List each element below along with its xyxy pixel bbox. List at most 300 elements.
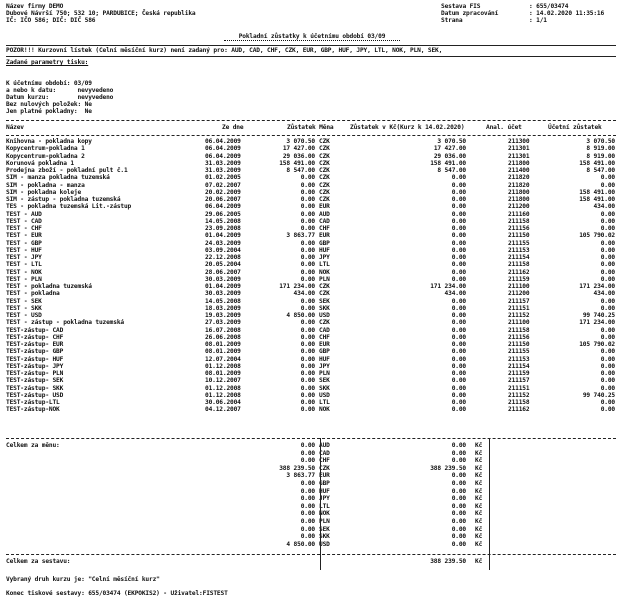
row-name: TEST - EUR (6, 232, 42, 240)
row-name: TEST-zástup-LTL (6, 399, 60, 406)
row-accounting-balance: 0.00 (600, 225, 615, 232)
row-account: 211800 (508, 188, 530, 196)
row-currency: LTL (319, 399, 330, 406)
row-currency: SEK (319, 297, 330, 305)
row-currency: CAD (319, 326, 330, 334)
row-accounting-balance: 0.00 (600, 384, 615, 392)
row-balance: 0.00 (300, 188, 315, 196)
row-balance-czk: 0.00 (451, 333, 466, 341)
company-address: Dubové Návrší 750; 532 10; PARDUBICE; Česká republika (6, 10, 196, 17)
row-balance: 0.00 (300, 391, 315, 399)
row-name: TEST-zástup-NOK (6, 406, 60, 414)
row-accounting-balance: 171 234.00 (579, 319, 615, 327)
row-account: 211154 (508, 362, 530, 370)
row-balance: 0.00 (300, 181, 315, 189)
row-accounting-balance: 99 740.25 (582, 391, 615, 399)
row-date: 06.04.2009 (205, 152, 241, 160)
row-accounting-balance: 0.00 (600, 304, 615, 312)
company-name: Název firmy DEMO (6, 3, 64, 10)
row-account: 211820 (508, 174, 530, 182)
row-currency: CHF (319, 333, 330, 341)
row-date: 28.06.2007 (205, 268, 241, 276)
row-currency: LTL (319, 261, 330, 269)
table-row (0, 225, 624, 232)
row-balance-czk: 8 547.00 (437, 167, 466, 174)
row-currency: USD (319, 312, 330, 319)
row-account: 211300 (508, 138, 530, 145)
total-czk-currency: Kč (475, 540, 483, 548)
row-accounting-balance: 0.00 (600, 377, 615, 385)
rate-warning: POZOR!!! Kurzovní lístek (Celní měsíční kurz) není zadaný pro: AUD, CAD, CHF, CZK, EUR, GBP, HUF, JPY, LTL, NOK, PLN, SEK, (6, 47, 443, 54)
divider-totals (6, 438, 616, 439)
row-date: 14.05.2008 (205, 297, 241, 305)
row-account: 211156 (508, 225, 530, 232)
row-balance-czk: 0.00 (451, 188, 466, 196)
table-row (0, 167, 624, 174)
row-accounting-balance: 8 919.00 (586, 145, 615, 153)
row-account: 211159 (508, 275, 530, 283)
total-balance: 0.00 (300, 525, 315, 533)
page-value: : 1/1 (529, 17, 547, 24)
row-balance-czk: 0.00 (451, 312, 466, 319)
row-balance: 0.00 (300, 406, 315, 414)
row-accounting-balance: 105 790.02 (579, 341, 615, 348)
row-date: 18.03.2009 (205, 304, 241, 312)
row-balance: 4 850.00 (286, 312, 315, 319)
row-name: TEST - pokladna (6, 290, 60, 298)
row-date: 12.07.2004 (205, 355, 241, 363)
col-account: Anal. účet (486, 124, 522, 131)
row-account: 211158 (508, 217, 530, 225)
table-row (0, 312, 624, 319)
row-name: TEST - PLN (6, 275, 42, 283)
row-name: Kopycentrum-pokladna 1 (6, 145, 85, 153)
total-balance: 3 863.77 (286, 472, 315, 480)
table-row (0, 196, 624, 203)
total-currency: CAD (319, 449, 330, 457)
row-date: 26.06.2008 (205, 333, 241, 341)
row-balance: 0.00 (300, 362, 315, 370)
total-row (0, 442, 624, 449)
col-name: Název (6, 124, 24, 131)
row-balance-czk: 0.00 (451, 246, 466, 254)
divider-top (6, 45, 616, 46)
row-account: 211157 (508, 297, 530, 305)
row-balance-czk: 0.00 (451, 326, 466, 334)
row-currency: CZK (319, 167, 330, 174)
total-currency: CHF (319, 457, 330, 465)
row-balance-czk: 158 491.00 (430, 159, 466, 167)
row-name: TEST-zástup- HUF (6, 355, 64, 363)
table-row (0, 174, 624, 181)
total-row (0, 472, 624, 479)
row-balance-czk: 0.00 (451, 203, 466, 211)
table-row (0, 356, 624, 363)
table-row (0, 319, 624, 326)
total-balance-czk: 0.00 (451, 510, 466, 518)
divider-columns-bottom (6, 135, 616, 136)
row-name: TEST-zástup- PLN (6, 370, 64, 377)
row-accounting-balance: 0.00 (600, 254, 615, 261)
row-date: 20.06.2007 (205, 196, 241, 203)
row-currency: CZK (319, 319, 330, 327)
total-balance-czk: 0.00 (451, 472, 466, 480)
row-date: 10.12.2007 (205, 377, 241, 385)
total-row (0, 526, 624, 533)
row-currency: CZK (319, 145, 330, 153)
total-currency: NOK (319, 510, 330, 518)
row-balance-czk: 0.00 (451, 275, 466, 283)
row-currency: EUR (319, 232, 330, 240)
total-row (0, 488, 624, 495)
param-line: Bez nulových položek: Ne (6, 101, 92, 108)
row-account: 211153 (508, 355, 530, 363)
row-balance: 0.00 (300, 355, 315, 363)
total-balance: 0.00 (300, 442, 315, 449)
row-balance-czk: 0.00 (451, 391, 466, 399)
report-title: Pokladní zůstatky k účetnímu období 03/09 (238, 33, 386, 40)
row-date: 30.03.2009 (205, 290, 241, 298)
col-balance: Zůstatek Měna (287, 124, 334, 131)
total-balance-czk: 0.00 (451, 533, 466, 541)
total-currency: GBP (319, 480, 330, 487)
row-balance: 0.00 (300, 174, 315, 182)
row-balance: 0.00 (300, 261, 315, 269)
table-row (0, 298, 624, 305)
row-currency: JPY (319, 254, 330, 261)
row-name: TEST-zástup- SKK (6, 384, 64, 392)
row-account: 211152 (508, 391, 530, 399)
total-balance: 388 239.50 (279, 464, 315, 472)
row-balance-czk: 0.00 (451, 297, 466, 305)
row-currency: HUF (319, 246, 330, 254)
total-czk-currency: Kč (475, 525, 483, 533)
row-account: 211151 (508, 384, 530, 392)
row-name: TEST - pokladna tuzemská (6, 283, 92, 290)
total-czk-currency: Kč (475, 457, 483, 465)
total-czk-currency: Kč (475, 510, 483, 518)
row-balance: 0.00 (300, 333, 315, 341)
total-row (0, 450, 624, 457)
total-balance: 0.00 (300, 480, 315, 487)
row-accounting-balance: 3 070.50 (586, 138, 615, 145)
total-currency: PLN (319, 518, 330, 525)
table-row (0, 182, 624, 189)
row-account: 211162 (508, 268, 530, 276)
report-code: : 655/03474 (529, 3, 569, 10)
date-value: : 14.02.2020 11:35:16 (529, 10, 605, 17)
total-balance-czk: 0.00 (451, 487, 466, 495)
row-name: SIM - pokladna - manza (6, 181, 85, 189)
row-currency: CZK (319, 138, 330, 145)
total-czk-currency: Kč (475, 442, 483, 449)
row-date: 01.12.2008 (205, 384, 241, 392)
row-balance: 0.00 (300, 348, 315, 356)
row-name: TEST - zástup - pokladna tuzemská (6, 319, 124, 327)
row-currency: NOK (319, 406, 330, 414)
row-name: TEST - JPY (6, 254, 42, 261)
row-balance: 0.00 (300, 254, 315, 261)
row-accounting-balance: 0.00 (600, 275, 615, 283)
row-account: 211155 (508, 239, 530, 247)
total-czk-currency: Kč (475, 480, 483, 487)
row-account: 211155 (508, 348, 530, 356)
total-czk-currency: Kč (475, 502, 483, 510)
row-date: 06.04.2009 (205, 203, 241, 211)
row-account: 211158 (508, 399, 530, 406)
row-date: 20.05.2004 (205, 261, 241, 269)
total-row (0, 533, 624, 540)
row-accounting-balance: 0.00 (600, 326, 615, 334)
total-balance: 4 850.00 (286, 540, 315, 548)
row-balance: 0.00 (300, 210, 315, 218)
total-currency: EUR (319, 472, 330, 480)
column-header-row (0, 124, 624, 131)
totals-frame-line (320, 438, 321, 570)
row-name: TES - pokladna tuzemská Lit.-zástup (6, 203, 132, 211)
table-row (0, 392, 624, 399)
row-balance: 0.00 (300, 377, 315, 385)
row-balance: 0.00 (300, 304, 315, 312)
row-name: TEST-zástup- SEK (6, 377, 64, 385)
row-date: 01.12.2008 (205, 362, 241, 370)
row-accounting-balance: 171 234.00 (579, 283, 615, 290)
row-account: 211156 (508, 333, 530, 341)
row-account: 211800 (508, 159, 530, 167)
table-row (0, 276, 624, 283)
row-currency: CHF (319, 225, 330, 232)
row-balance-czk: 0.00 (451, 239, 466, 247)
params-heading: Zadané parametry tisku: (6, 59, 89, 66)
row-date: 19.03.2009 (205, 312, 241, 319)
total-row (0, 541, 624, 548)
table-row (0, 334, 624, 341)
row-currency: USD (319, 391, 330, 399)
table-row (0, 348, 624, 355)
row-accounting-balance: 158 491.00 (579, 188, 615, 196)
grand-total-label: Celkem za sestavu: (6, 558, 71, 565)
row-balance-czk: 17 427.00 (433, 145, 466, 153)
row-date: 23.09.2008 (205, 225, 241, 232)
divider-columns-top (6, 120, 616, 121)
table-row (0, 399, 624, 406)
total-row (0, 457, 624, 464)
total-row (0, 510, 624, 517)
row-currency: CZK (319, 283, 330, 290)
row-account: 211100 (508, 283, 530, 290)
total-czk-currency: Kč (475, 449, 483, 457)
row-balance-czk: 0.00 (451, 174, 466, 182)
row-name: TEST - GBP (6, 239, 42, 247)
table-row (0, 377, 624, 384)
table-row (0, 406, 624, 413)
total-balance-czk: 0.00 (451, 495, 466, 503)
row-account: 211150 (508, 232, 530, 240)
row-account: 211157 (508, 377, 530, 385)
row-balance: 0.00 (300, 297, 315, 305)
row-currency: HUF (319, 355, 330, 363)
row-date: 08.01.2009 (205, 341, 241, 348)
row-currency: CZK (319, 188, 330, 196)
company-ids: IČ: IČO 586; DIČ: DIČ 586 (6, 17, 96, 24)
row-balance-czk: 0.00 (451, 399, 466, 406)
total-balance-czk: 0.00 (451, 502, 466, 510)
total-row (0, 503, 624, 510)
row-account: 211200 (508, 290, 530, 298)
row-currency: CZK (319, 159, 330, 167)
row-name: Korunová pokladna 1 (6, 159, 74, 167)
title-underline (224, 40, 400, 41)
row-name: TEST-zástup- CAD (6, 326, 64, 334)
row-currency: EUR (319, 203, 330, 211)
row-account: 211158 (508, 326, 530, 334)
row-accounting-balance: 0.00 (600, 210, 615, 218)
row-balance-czk: 0.00 (451, 319, 466, 327)
row-name: SIM - zástup - pokladna tuzemská (6, 196, 121, 203)
row-name: Kopycentrum-pokladna 2 (6, 152, 85, 160)
total-balance-czk: 0.00 (451, 540, 466, 548)
row-name: TEST - USD (6, 312, 42, 319)
table-row (0, 232, 624, 239)
row-currency: CZK (319, 174, 330, 182)
row-accounting-balance: 0.00 (600, 297, 615, 305)
total-balance-czk: 0.00 (451, 480, 466, 487)
row-accounting-balance: 434.00 (593, 290, 615, 298)
row-name: TEST-zástup- USD (6, 391, 64, 399)
row-balance: 0.00 (300, 326, 315, 334)
report-label: Sestava FIS (441, 3, 481, 10)
total-balance: 0.00 (300, 510, 315, 518)
row-name: TEST - AUD (6, 210, 42, 218)
row-name: Knihovna - pokladna kopy (6, 138, 92, 145)
row-currency: SEK (319, 377, 330, 385)
row-balance: 0.00 (300, 239, 315, 247)
row-name: TEST - NOK (6, 268, 42, 276)
row-balance-czk: 29 036.00 (433, 152, 466, 160)
row-date: 30.06.2004 (205, 399, 241, 406)
row-balance-czk: 0.00 (451, 254, 466, 261)
row-date: 14.05.2008 (205, 217, 241, 225)
table-row (0, 189, 624, 196)
row-name: SIM - pokladna koleje (6, 188, 82, 196)
row-date: 30.03.2009 (205, 275, 241, 283)
row-accounting-balance: 0.00 (600, 348, 615, 356)
totals-by-currency-label: Celkem za měnu: (6, 442, 60, 449)
row-date: 06.04.2009 (205, 138, 241, 145)
row-currency: GBP (319, 348, 330, 356)
row-account: 211159 (508, 370, 530, 377)
total-balance-czk: 0.00 (451, 449, 466, 457)
row-balance: 171 234.00 (279, 283, 315, 290)
total-currency: SEK (319, 525, 330, 533)
row-currency: CAD (319, 217, 330, 225)
table-row (0, 203, 624, 210)
row-name: TEST-zástup- GBP (6, 348, 64, 356)
row-date: 03.09.2004 (205, 246, 241, 254)
row-balance-czk: 0.00 (451, 304, 466, 312)
row-balance-czk: 0.00 (451, 210, 466, 218)
row-account: 211152 (508, 312, 530, 319)
total-czk-currency: Kč (475, 518, 483, 525)
row-account: 211160 (508, 210, 530, 218)
total-balance: 0.00 (300, 518, 315, 525)
row-balance: 0.00 (300, 319, 315, 327)
row-date: 24.03.2009 (205, 239, 241, 247)
row-accounting-balance: 0.00 (600, 181, 615, 189)
row-currency: CZK (319, 196, 330, 203)
total-balance-czk: 0.00 (451, 518, 466, 525)
row-balance: 158 491.00 (279, 159, 315, 167)
grand-total-currency: Kč (475, 558, 483, 565)
table-row (0, 363, 624, 370)
total-balance-czk: 0.00 (451, 457, 466, 465)
total-row (0, 465, 624, 472)
table-row (0, 153, 624, 160)
col-balance-czk: Zůstatek v Kč(Kurz k 14.02.2020) (350, 124, 465, 131)
row-date: 27.03.2009 (205, 319, 241, 327)
row-accounting-balance: 0.00 (600, 355, 615, 363)
total-czk-currency: Kč (475, 487, 483, 495)
row-balance: 0.00 (300, 225, 315, 232)
row-balance-czk: 0.00 (451, 217, 466, 225)
row-accounting-balance: 99 740.25 (582, 312, 615, 319)
row-name: Prodejna zboží - pokladní pult č.1 (6, 167, 128, 174)
row-accounting-balance: 0.00 (600, 239, 615, 247)
row-accounting-balance: 0.00 (600, 246, 615, 254)
table-row (0, 385, 624, 392)
param-line: K účetnímu období: 03/09 (6, 80, 92, 87)
row-date: 01.04.2009 (205, 283, 241, 290)
row-date: 06.04.2009 (205, 145, 241, 153)
row-balance-czk: 3 070.50 (437, 138, 466, 145)
row-accounting-balance: 105 790.02 (579, 232, 615, 240)
row-balance-czk: 0.00 (451, 377, 466, 385)
row-balance: 3 070.50 (286, 138, 315, 145)
row-currency: CZK (319, 290, 330, 298)
total-czk-currency: Kč (475, 495, 483, 503)
row-accounting-balance: 0.00 (600, 370, 615, 377)
rate-type: Vybraný druh kurzu je: "Celní měsíční kurz" (6, 576, 160, 583)
row-name: TEST-zástup- EUR (6, 341, 64, 348)
row-date: 08.01.2009 (205, 370, 241, 377)
total-currency: AUD (319, 442, 330, 449)
row-currency: AUD (319, 210, 330, 218)
total-currency: HUF (319, 487, 330, 495)
row-accounting-balance: 8 919.00 (586, 152, 615, 160)
row-date: 29.06.2005 (205, 210, 241, 218)
row-currency: SKK (319, 384, 330, 392)
row-name: TEST - HUF (6, 246, 42, 254)
row-account: 211301 (508, 152, 530, 160)
row-currency: EUR (319, 341, 330, 348)
total-balance: 0.00 (300, 487, 315, 495)
total-czk-currency: Kč (475, 472, 483, 480)
row-account: 211301 (508, 145, 530, 153)
row-name: TEST-zástup- CHF (6, 333, 64, 341)
table-row (0, 247, 624, 254)
row-balance: 3 863.77 (286, 232, 315, 240)
divider-warning (6, 56, 616, 57)
row-balance: 0.00 (300, 203, 315, 211)
table-row (0, 254, 624, 261)
col-accounting-balance: Účetní zůstatek (548, 124, 602, 131)
row-balance: 8 547.00 (286, 167, 315, 174)
row-date: 08.01.2009 (205, 348, 241, 356)
row-date: 22.12.2008 (205, 254, 241, 261)
table-row (0, 269, 624, 276)
total-row (0, 518, 624, 525)
row-name: SIM - manza pokladna tuzemská (6, 174, 110, 182)
